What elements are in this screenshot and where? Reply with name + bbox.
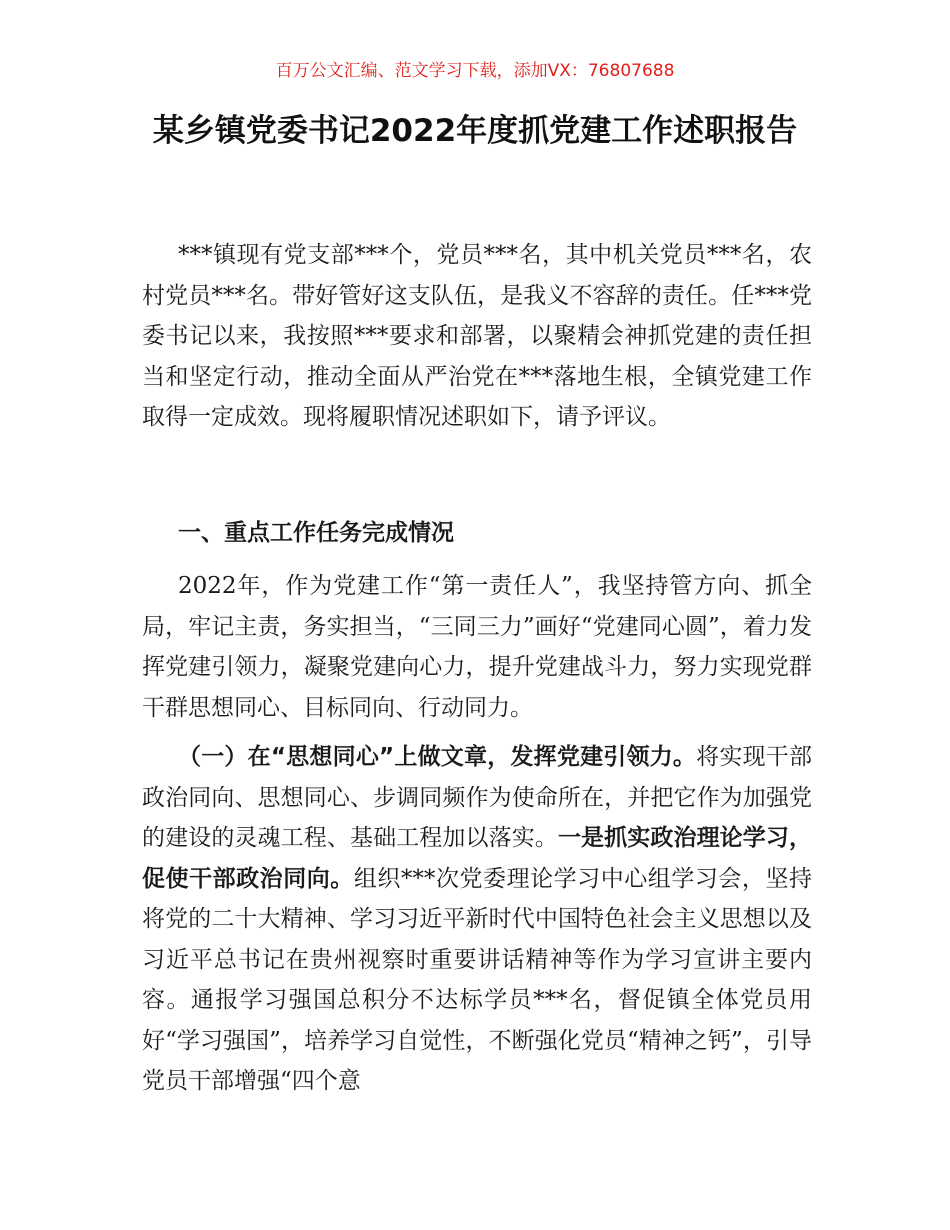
intro-paragraph: ***镇现有党支部***个，党员***名，其中机关党员***名，农村党员***名。带好管好这支队伍，是我义不容辞的责任。任***党委书记以来，我按照***要求和部署，以聚精会神抓党建的责任担当和坚定行动，推动全面从严治党在***落地生根，全镇党建工作取得一定成效。现将履职情况述职如下，请予评议。 bbox=[142, 242, 812, 430]
section-1-paragraph: 2022年，作为党建工作“第一责任人”，我坚持管方向、抓全局，牢记主责，务实担当，“三同三力”画好“党建同心圆”，着力发挥党建引领力，凝聚党建向心力，提升党建战斗力，努力实现党群干群思想同心、目标同向、行动同力。 bbox=[142, 573, 812, 721]
promo-banner: 百万公文汇编、范文学习下载，添加VX：76807688 bbox=[275, 61, 675, 81]
subsection-1-text: 将实现干部政治同向、思想同心、步调同频作为使命所在，并把它作为加强党的建设的灵魂工程、基础工程加以落实。 bbox=[142, 744, 813, 851]
section-heading-1: 一、重点工作任务完成情况 bbox=[178, 520, 454, 546]
subsection-1-paragraph bbox=[142, 737, 812, 1102]
document-title: 某乡镇党委书记2022年度抓党建工作述职报告 bbox=[152, 113, 798, 149]
subsection-1-lead: （一）在“思想同心”上做文章，发挥党建引领力。 bbox=[178, 744, 697, 770]
point-1-heading: 一是抓实政治理论学习，促使干部政治同向。 bbox=[142, 825, 813, 892]
point-1-text: 组织***次党委理论学习中心组学习会，坚持将党的二十大精神、学习习近平新时代中国特色社会主义思想以及习近平总书记在贵州视察时重要讲话精神等作为学习宣讲主要内容。通报学习强国总积分不达标学员***名，督促镇全体党员用好“学习强国”，培养学习自觉性，不断强化党员“精神之钙”，引导党员干部增强“四个意 bbox=[142, 865, 813, 1094]
